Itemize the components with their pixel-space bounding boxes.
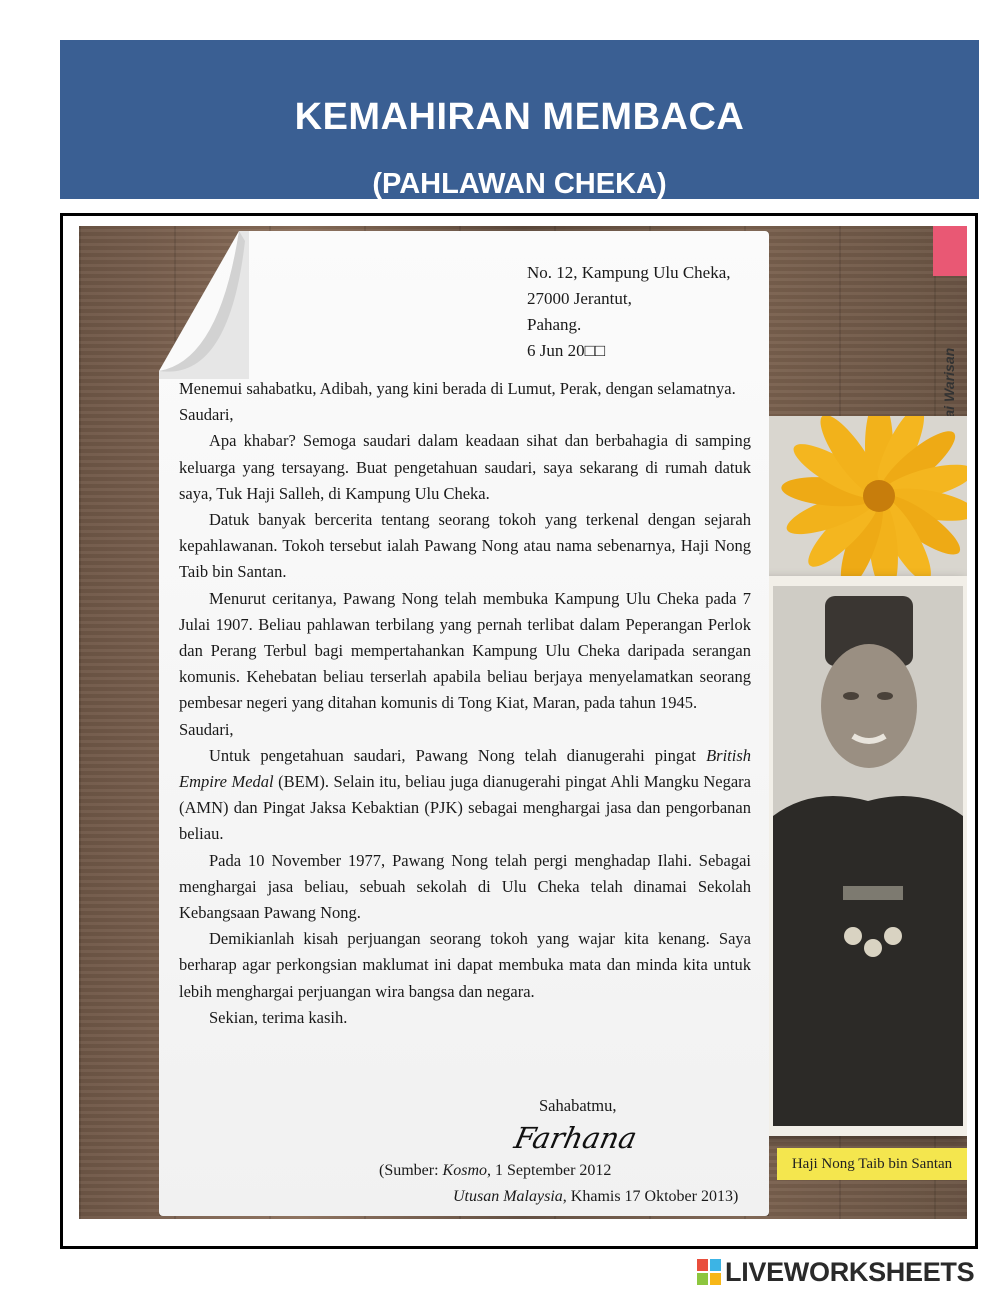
signature: Farhana (511, 1121, 640, 1155)
photo-caption: Haji Nong Taib bin Santan (777, 1148, 967, 1180)
source-line (453, 1188, 738, 1206)
paragraph-text: (BEM). Selain itu, beliau juga dianugerahi pingat Ahli Mangku Negara (AMN) dan Pingat Jaksa Kebaktian (PJK) sebagai menghargai jasa dan pengorbanan beliau. (179, 772, 751, 844)
page-curl-icon (159, 231, 249, 379)
paragraph: Demikianlah kisah perjuangan seorang tokoh yang wajar kita kenang. Saya berharap agar perkongsian maklumat ini dapat membuka mata dan minda kita untuk lebih menghargai perjuangan wira bangsa dan negara. (179, 929, 751, 1001)
salutation: Saudari, (179, 719, 234, 739)
paragraph (179, 743, 751, 848)
source-text: , Khamis 17 Oktober 2013) (562, 1188, 739, 1205)
photo-card (759, 576, 967, 1136)
paragraph: Sekian, terima kasih. (209, 1007, 348, 1027)
reading-image (79, 226, 967, 1219)
address-line: Pahang. (527, 315, 582, 334)
source-publication: Utusan Malaysia (453, 1188, 563, 1205)
medal-name: British Empire Medal (179, 745, 751, 792)
paragraph: Datuk banyak bercerita tentang seorang tokoh yang terkenal dengan sejarah kepahlawanan. Tokoh tersebut ialah Pawang Nong atau nama sebenarnya, Haji Nong Taib bin Santan. (179, 510, 751, 582)
reading-frame (60, 213, 978, 1249)
paragraph-text: Untuk pengetahuan saudari, Pawang Nong telah dianugerahi pingat (209, 745, 707, 765)
source-publication: Kosmo (442, 1162, 487, 1179)
letter-date: 6 Jun 20□□ (527, 341, 606, 360)
recipient-line: Menemui sahabatku, Adibah, yang kini berada di Lumut, Perak, dengan selamatnya. (179, 379, 736, 398)
closing: Sahabatmu, (539, 1096, 617, 1115)
liveworksheets-logo-icon (697, 1259, 721, 1285)
page-title: KEMAHIRAN MEMBACA (294, 96, 745, 138)
paragraph: Pada 10 November 1977, Pawang Nong telah pergi menghadap Ilahi. Sebagai menghargai jasa beliau, sebuah sekolah di Ulu Cheka telah dinamai Sekolah Kebangsaan Pawang Nong. (179, 850, 751, 923)
source-text: (Sumber: (379, 1162, 443, 1179)
source-line (379, 1162, 611, 1180)
salutation: Saudari, (179, 405, 234, 425)
brand-logo (697, 1258, 974, 1286)
flower-icon (769, 416, 967, 576)
portrait-photo (773, 586, 963, 1126)
letter-body (179, 376, 751, 1031)
pink-tab-decoration (933, 226, 967, 276)
address-line: 27000 Jerantut, (527, 289, 632, 308)
page-subtitle: (PAHLAWAN CHEKA) (372, 168, 667, 200)
address-line: No. 12, Kampung Ulu Cheka, (527, 263, 731, 282)
title-banner (60, 40, 979, 199)
brand-name: LIVEWORKSHEETS (725, 1256, 975, 1287)
sender-address (527, 260, 767, 364)
paragraph: Apa khabar? Semoga saudari dalam keadaan sihat dan berbahagia di samping keluarga yang tersayang. Buat pengetahuan saudari, saya sekarang di rumah datuk saya, Tuk Haji Salleh, di Kampung Ulu Cheka. (179, 431, 751, 503)
source-text: , 1 September 2012 (487, 1162, 612, 1179)
paragraph: Menurut ceritanya, Pawang Nong telah membuka Kampung Ulu Cheka pada 7 Julai 1907. Beliau pahlawan terbilang yang pernah terlibat dalam Peperangan Perlok dan Perang Terbul bagi mempertahankan Kampung Ulu Cheka daripada serangan komunis. Kehebatan beliau terserlah apabila beliau berjaya menyelamatkan seorang pembesar negeri yang ditahan komunis di Tong Kiat, Maran, pada tahun 1945. (179, 588, 751, 713)
